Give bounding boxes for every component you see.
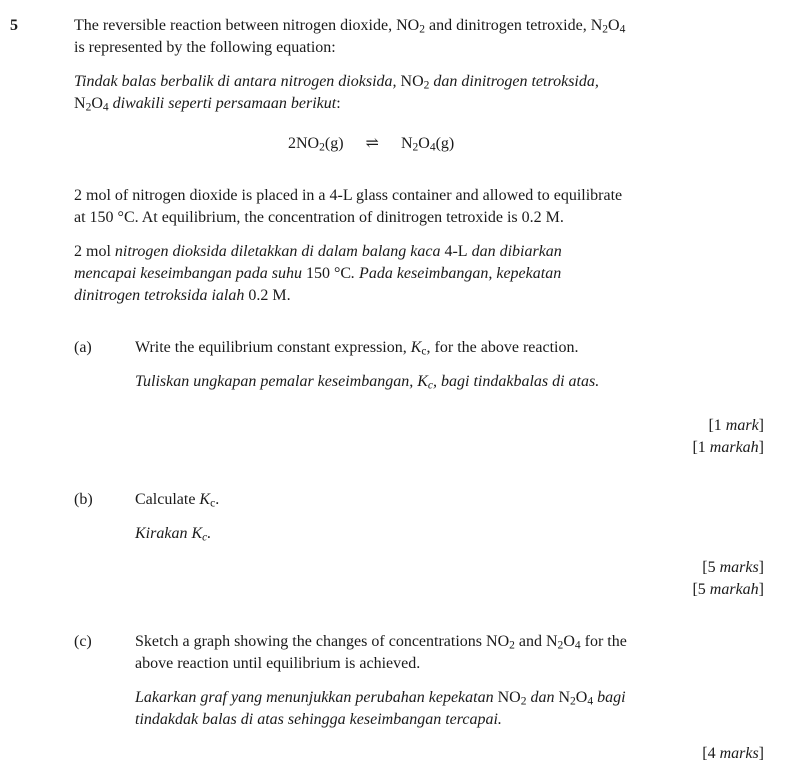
marks-a-my-open: [1: [692, 439, 710, 456]
subpart-c: [74, 631, 775, 675]
spacer: [74, 115, 775, 133]
subpart-b-my-kc: K: [191, 525, 203, 542]
subpart-c-english: [135, 631, 775, 675]
intro-my-text-3: diwakili seperti persamaan berikut: [108, 95, 337, 112]
marks-b-my-open: [5: [692, 581, 710, 598]
spacer: [74, 545, 775, 557]
subpart-b-en-kc: K: [199, 491, 211, 508]
subpart-a-label: (a): [74, 339, 92, 356]
subpart-b-en-text-1: Calculate: [135, 491, 200, 508]
intro-my-text-2: dan dinitrogen tetroksida,: [429, 73, 599, 90]
equilibrium-arrow: ⇌: [365, 135, 379, 152]
subpart-c-malay: [135, 687, 775, 731]
subpart-b-marks-english: [74, 557, 775, 579]
intro-en-sub-1: 2: [419, 23, 425, 36]
conditions-my-text-3: mencapai keseimbangan pada suhu: [74, 265, 306, 282]
subpart-a-marks-malay: [74, 437, 775, 459]
marks-a-my-word: markah: [709, 439, 759, 456]
spacer: [74, 459, 775, 489]
chemical-equation: [74, 133, 775, 155]
eq-right-formula-b: O: [418, 135, 430, 152]
subpart-c-en-line2: above reaction until equilibrium is achieved.: [135, 655, 421, 672]
conditions-en-line2-a: at 150: [74, 209, 118, 226]
subpart-b: [74, 489, 775, 511]
conditions-my-period: .: [286, 287, 291, 304]
subpart-c-en-text-3: O: [563, 633, 575, 650]
spacer: [74, 601, 775, 631]
subpart-c-my-formula-3: O: [575, 689, 588, 706]
conditions-my-amount: 2 mol: [74, 243, 111, 260]
subpart-a-my-text-1: Tuliskan ungkapan pemalar keseimbangan,: [135, 373, 418, 390]
spacer: [74, 229, 775, 241]
intro-my-formula-1: NO: [400, 73, 424, 90]
subpart-c-my-sub-1: 2: [520, 695, 527, 708]
intro-en-text-2: and dinitrogen tetroxide, N: [424, 17, 603, 34]
conditions-my-concentration: 0.2 M: [248, 287, 287, 304]
marks-b-en-word: marks: [719, 559, 759, 576]
subpart-b-marks-malay: [74, 579, 775, 601]
conditions-my-text-1: nitrogen dioksida diletakkan di dalam balang kaca: [110, 243, 445, 260]
subpart-a-en-kc: K: [410, 339, 422, 356]
subpart-c-my-text-1: Lakarkan graf yang menunjukkan perubahan kepekatan: [135, 689, 498, 706]
intro-my-sub-2: 2: [85, 101, 92, 114]
subpart-b-en-text-2: .: [215, 491, 220, 508]
eq-left-subscript: 2: [319, 141, 325, 154]
spacer: [74, 59, 775, 71]
intro-en-line2: is represented by the following equation:: [74, 39, 336, 56]
conditions-my-volume: 4-L: [444, 243, 468, 260]
subpart-b-malay: [135, 523, 775, 545]
eq-left-coefficient: 2: [288, 135, 296, 152]
subpart-b-label: (b): [74, 491, 93, 508]
subpart-a: [74, 337, 775, 359]
spacer: [74, 675, 775, 687]
subpart-c-my-formula-2: N: [558, 689, 571, 706]
marks-a-en-close: ]: [758, 417, 764, 434]
intro-my-sub-1: 2: [423, 79, 430, 92]
marks-b-my-word: markah: [709, 581, 759, 598]
spacer: [74, 359, 775, 371]
marks-b-en-close: ]: [758, 559, 764, 576]
subpart-a-my-text-2: , bagi tindakbalas di atas.: [433, 373, 600, 390]
subpart-c-my-sub-2: 2: [570, 695, 576, 708]
subpart-c-en-sub-1: 2: [509, 639, 515, 652]
conditions-en-temperature-unit: °C: [117, 209, 135, 226]
spacer: [74, 307, 775, 337]
intro-en-sub-2: 2: [602, 23, 609, 36]
marks-c-en-open: [4: [702, 745, 720, 762]
subpart-c-marks-english: [74, 743, 775, 765]
conditions-en-line2-c: . At equilibrium, the concentration of dinitrogen tetroxide is 0.2 M.: [134, 209, 564, 226]
subpart-c-en-text-4: for the: [580, 633, 627, 650]
intro-en-sub-3: 4: [619, 23, 626, 36]
subpart-c-en-text-1: Sketch a graph showing the changes of concentrations NO: [135, 633, 510, 650]
subpart-a-my-kc: K: [417, 373, 428, 390]
eq-left-state: (g): [324, 135, 344, 152]
marks-c-en-close: ]: [758, 745, 764, 762]
subpart-a-english: [135, 337, 775, 359]
subpart-c-en-sub-3: 4: [574, 639, 581, 652]
subpart-b-english: [135, 489, 775, 511]
spacer: [74, 393, 775, 415]
subpart-c-my-text-3: bagi: [593, 689, 626, 706]
subpart-c-my-formula-1: NO: [497, 689, 521, 706]
intro-english: [74, 15, 775, 59]
marks-a-my-close: ]: [758, 439, 764, 456]
eq-left-formula: NO: [296, 135, 320, 152]
conditions-my-temperature: 150 °C: [305, 265, 352, 282]
spacer: [74, 155, 775, 185]
subpart-c-my-line2: tindakdak balas di atas sehingga keseimbangan tercapai.: [135, 711, 502, 728]
marks-b-my-close: ]: [758, 581, 764, 598]
question-body: [74, 15, 786, 765]
subpart-a-malay: [135, 371, 775, 393]
subpart-b-en-kc-sub: c: [210, 497, 216, 510]
intro-my-sub-3: 4: [102, 101, 109, 114]
subpart-b-my-kc-sub: c: [202, 531, 208, 544]
marks-b-en-open: [5: [702, 559, 720, 576]
intro-my-text-1: Tindak balas berbalik di antara nitrogen dioksida,: [74, 73, 401, 90]
eq-right-state: (g): [435, 135, 455, 152]
subpart-b-my-text-1: Kirakan: [135, 525, 192, 542]
eq-right-formula-a: N: [400, 135, 413, 152]
subpart-a-marks-english: [74, 415, 775, 437]
intro-my-colon: :: [336, 95, 341, 112]
marks-a-en-open: [1: [708, 417, 726, 434]
intro-en-text-3: O: [608, 17, 620, 34]
subpart-a-en-text-1: Write the equilibrium constant expression,: [135, 339, 411, 356]
subpart-a-en-text-2: , for the above reaction.: [426, 339, 579, 356]
marks-a-en-word: mark: [725, 417, 759, 434]
intro-en-text-1: The reversible reaction between nitrogen dioxide, NO: [74, 17, 420, 34]
subpart-c-my-sub-3: 4: [587, 695, 594, 708]
intro-malay: [74, 71, 775, 115]
question-number: 5: [10, 17, 18, 34]
intro-my-formula-3: O: [91, 95, 103, 112]
spacer: [74, 511, 775, 523]
conditions-my-text-4: . Pada keseimbangan, kepekatan: [351, 265, 562, 282]
subpart-a-en-kc-sub: c: [421, 345, 427, 358]
subpart-b-my-text-2: .: [207, 525, 212, 542]
conditions-my-text-2: dan dibiarkan: [467, 243, 562, 260]
conditions-english: [74, 185, 775, 229]
conditions-my-text-5: dinitrogen tetroksida ialah: [74, 287, 249, 304]
marks-c-en-word: marks: [719, 745, 759, 762]
subpart-c-label: (c): [74, 633, 92, 650]
subpart-c-en-sub-2: 2: [557, 639, 564, 652]
subpart-a-my-kc-sub: c: [427, 379, 433, 392]
conditions-en-line1: 2 mol of nitrogen dioxide is placed in a 4-L glass container and allowed to equilibrate: [74, 187, 623, 204]
spacer: [74, 731, 775, 743]
eq-right-subscript-a: 2: [412, 141, 419, 154]
conditions-malay: [74, 241, 775, 307]
eq-right-subscript-b: 4: [429, 141, 436, 154]
intro-my-formula-2: N: [74, 95, 86, 112]
subpart-c-en-text-2: and N: [514, 633, 558, 650]
subpart-c-my-text-2: dan: [526, 689, 559, 706]
